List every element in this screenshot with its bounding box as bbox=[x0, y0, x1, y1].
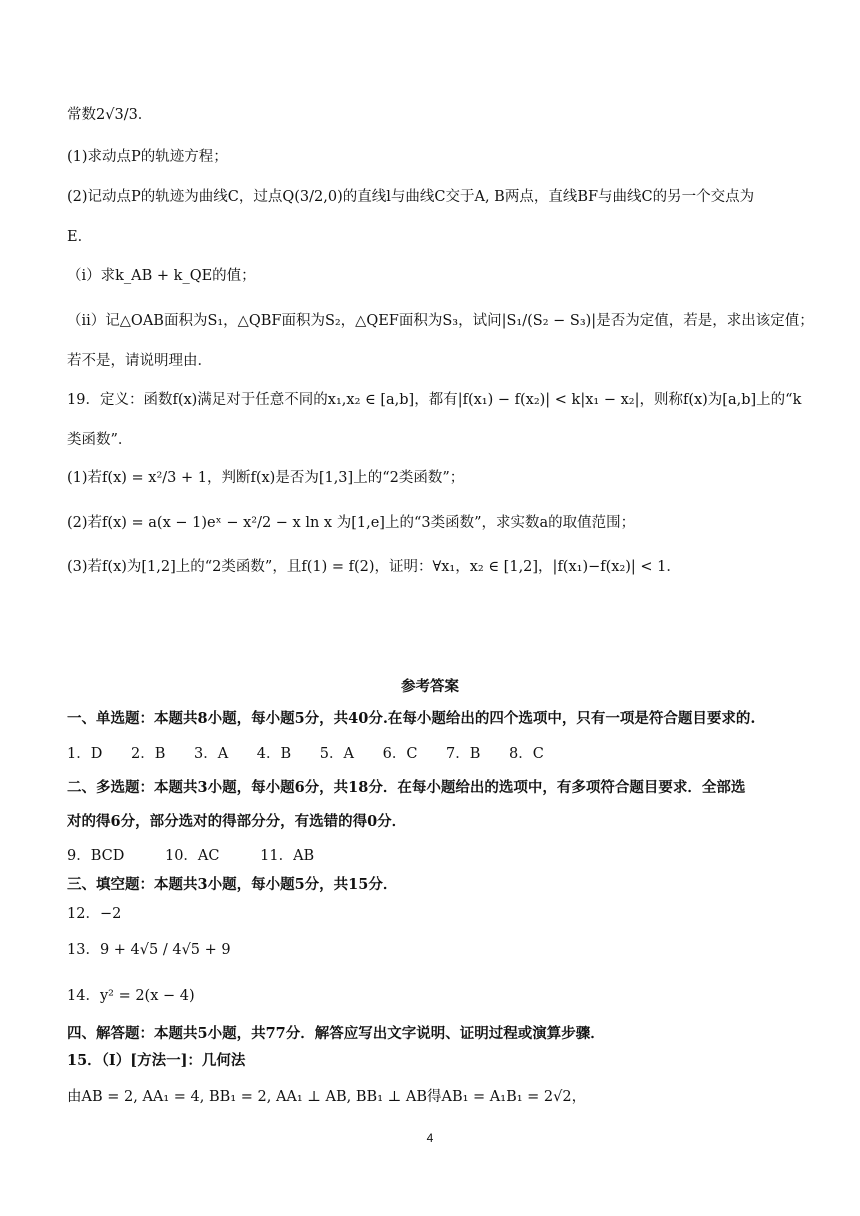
answer-5: 5．A bbox=[319, 746, 354, 762]
text-line-8: 19．定义：函数f(x)满足对于任意不同的x₁,x₂ ∈ [a,b]，都有|f(x₁) − f(x₂)| < k|x₁ − x₂|，则称f(x)为[a,b]上的“k bbox=[67, 392, 802, 408]
answer-15-heading: 15．（Ⅰ）[方法一]：几何法 bbox=[67, 1052, 246, 1069]
page-number: 4 bbox=[426, 1131, 434, 1145]
answer-15-text: 由AB = 2, AA₁ = 4, BB₁ = 2, AA₁ ⊥ AB, BB₁ ⊥ AB得AB₁ = A₁B₁ = 2√2， bbox=[67, 1089, 587, 1105]
section-2-heading-b: 对的得6分，部分选对的得部分分，有选错的得0分． bbox=[67, 813, 407, 830]
answer-12: 12．−2 bbox=[67, 906, 122, 922]
text-line-12: (3)若f(x)为[1,2]上的“2类函数”，且f(1) = f(2)，证明：∀x₁，x₂ ∈ [1,2]，|f(x₁)−f(x₂)| < 1． bbox=[67, 559, 681, 575]
answer-10: 10．AC bbox=[164, 848, 220, 864]
text-line-2: (1)求动点P的轨迹方程； bbox=[67, 149, 228, 165]
answer-8: 8．C bbox=[509, 746, 544, 762]
text-line-9: 类函数”． bbox=[67, 432, 133, 448]
answer-14: 14．y² = 2(x − 4) bbox=[67, 988, 195, 1004]
text-line-1: 常数2√3/3． bbox=[67, 107, 153, 123]
section-1-answers bbox=[67, 743, 800, 765]
section-1-heading: 一、单选题：本题共8小题，每小题5分，共40分.在每小题给出的四个选项中，只有一项是符合题目要求的. bbox=[67, 710, 756, 727]
answer-7: 7．B bbox=[446, 746, 481, 762]
text-line-6: （ii）记△OAB面积为S₁，△QBF面积为S₂，△QEF面积为S₃，试问|S₁/(S₂ − S₃)|是否为定值，若是，求出该定值； bbox=[67, 313, 814, 329]
answer-6: 6．C bbox=[382, 746, 418, 762]
text-line-7: 若不是，请说明理由． bbox=[67, 353, 212, 369]
answer-2: 2．B bbox=[130, 746, 166, 762]
section-4-heading: 四、解答题：本题共5小题，共77分．解答应写出文字说明、证明过程或演算步骤． bbox=[67, 1025, 605, 1042]
section-3-heading: 三、填空题：本题共3小题，每小题5分，共15分． bbox=[67, 876, 398, 893]
section-2-heading-a: 二、多选题：本题共3小题，每小题6分，共18分．在每小题给出的选项中，有多项符合题目要求．全部选 bbox=[67, 779, 746, 796]
answer-13: 13．9 + 4√5 / 4√5 + 9 bbox=[67, 942, 231, 958]
text-line-11: (2)若f(x) = a(x − 1)eˣ − x²/2 − x ln x 为[1,e]上的“3类函数”，求实数a的取值范围； bbox=[67, 515, 636, 531]
answer-9: 9．BCD bbox=[67, 848, 125, 864]
answer-11: 11．AB bbox=[260, 848, 315, 864]
text-line-4: E． bbox=[67, 229, 93, 245]
text-line-10: (1)若f(x) = x²/3 + 1，判断f(x)是否为[1,3]上的“2类函数”； bbox=[67, 470, 465, 486]
section-2-answers bbox=[67, 845, 800, 867]
answers-title: 参考答案 bbox=[401, 678, 459, 695]
answer-1: 1．D bbox=[67, 746, 103, 762]
answer-4: 4．B bbox=[256, 746, 292, 762]
text-line-5: （i）求k_AB + k_QE的值； bbox=[67, 268, 256, 284]
text-line-3: (2)记动点P的轨迹为曲线C，过点Q(3/2,0)的直线l与曲线C交于A, B两点，直线BF与曲线C的另一个交点为 bbox=[67, 189, 755, 205]
answer-3: 3．A bbox=[193, 746, 229, 762]
